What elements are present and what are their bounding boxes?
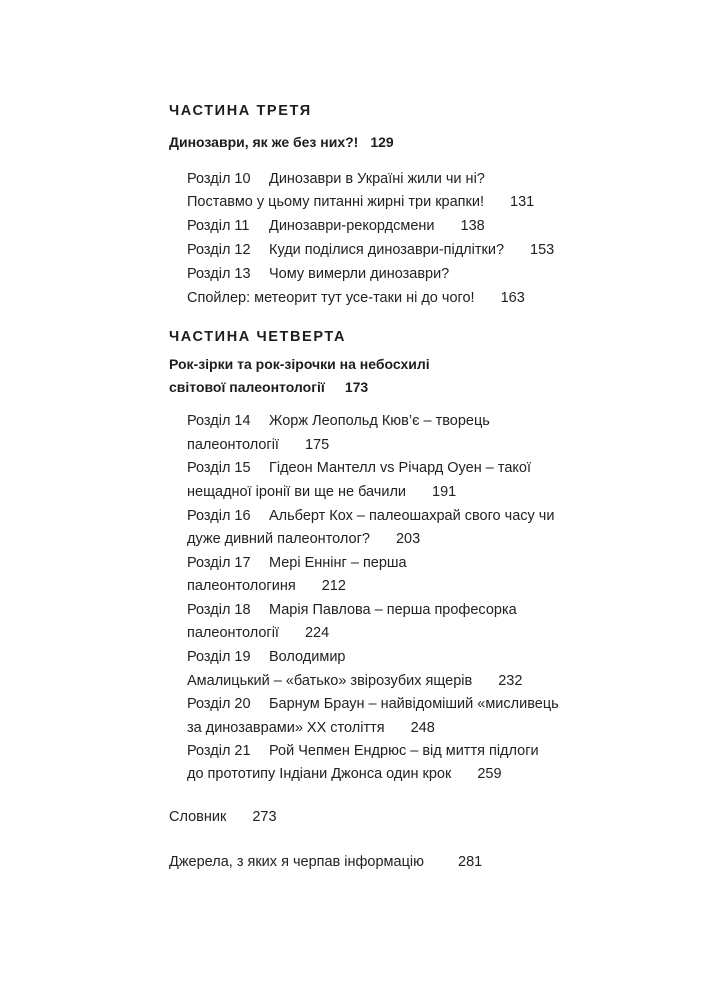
part4-title-line2: світової палеонтології <box>169 379 325 395</box>
chapter-title: Барнум Браун – найвідоміший «мисливець <box>269 696 559 712</box>
glossary-label: Словник <box>169 809 227 825</box>
chapter-page: 203 <box>395 531 421 547</box>
chapter-title: за динозаврами» XX століття <box>187 720 385 736</box>
toc-entry-ch10-line2 <box>187 194 534 210</box>
chapter-title: дуже дивний палеонтолог? <box>187 531 370 547</box>
chapter-title: Куди поділися динозаври-підлітки? <box>269 242 505 258</box>
toc-entry-ch17-line1 <box>187 555 407 571</box>
chapter-title: Марія Павлова – перша професорка <box>269 602 517 618</box>
chapter-label: Розділ 16 <box>187 508 251 524</box>
part3-title-row <box>169 134 394 150</box>
toc-entry-ch13-line2 <box>187 290 525 306</box>
chapter-label: Розділ 21 <box>187 743 251 759</box>
chapter-page: 248 <box>410 720 435 736</box>
toc-entry-ch17-line2 <box>187 578 346 594</box>
part4-title-row <box>169 379 368 395</box>
chapter-title: Динозаври в Україні жили чи ні? <box>269 171 485 187</box>
toc-entry-ch14-line2 <box>187 437 329 453</box>
chapter-label: Розділ 18 <box>187 602 251 618</box>
toc-entry-ch16-line1 <box>187 508 554 524</box>
toc-entry-glossary <box>169 809 277 825</box>
chapter-label: Розділ 12 <box>187 242 251 258</box>
toc-entry-ch16-line2 <box>187 531 420 547</box>
sources-label: Джерела, з яких я черпав інформацію <box>169 854 424 870</box>
chapter-title: Динозаври-рекордсмени <box>269 218 435 234</box>
toc-entry-ch20-line1 <box>187 696 559 712</box>
chapter-title: палеонтології <box>187 625 279 641</box>
toc-entry-ch18-line2 <box>187 625 329 641</box>
chapter-title: Гідеон Мантелл vs Річард Оуен – такої <box>269 460 531 476</box>
chapter-label: Розділ 10 <box>187 171 251 187</box>
part3-page: 129 <box>370 134 394 150</box>
part3-title: Динозаври, як же без них?! <box>169 134 359 150</box>
chapter-page: 153 <box>530 242 555 258</box>
chapter-title: Чому вимерли динозаври? <box>269 266 450 282</box>
toc-entry-ch15-line1 <box>187 460 531 476</box>
chapter-title: палеонтології <box>187 437 279 453</box>
toc-entry-ch13-line1 <box>187 266 449 282</box>
chapter-label: Розділ 19 <box>187 649 251 665</box>
chapter-title: палеонтологиня <box>187 578 296 594</box>
toc-entry-ch11 <box>187 218 485 234</box>
glossary-page: 273 <box>252 809 277 825</box>
chapter-page: 131 <box>510 194 535 210</box>
chapter-label: Розділ 17 <box>187 555 251 571</box>
chapter-page: 191 <box>432 484 457 500</box>
chapter-title: нещадної іронії ви ще не бачили <box>187 484 407 500</box>
toc-entry-ch18-line1 <box>187 602 517 618</box>
chapter-title: Мері Еннінг – перша <box>269 555 407 571</box>
chapter-label: Розділ 15 <box>187 460 251 476</box>
toc-entry-ch12 <box>187 242 554 258</box>
toc-entry-ch15-line2 <box>187 484 456 500</box>
chapter-title: до прототипу Індіани Джонса один крок <box>187 766 452 782</box>
chapter-page: 163 <box>500 290 525 306</box>
part4-title-line1: Рок-зірки та рок-зірочки на небосхилі <box>169 356 430 372</box>
toc-entry-sources <box>169 854 482 870</box>
chapter-page: 212 <box>321 578 346 594</box>
chapter-page: 175 <box>304 437 330 453</box>
chapter-page: 232 <box>498 673 523 689</box>
chapter-title: Спойлер: метеорит тут усе-таки ні до чого! <box>187 290 475 306</box>
chapter-title: Альберт Кох – палеошахрай свого часу чи <box>269 508 555 524</box>
part4-heading: ЧАСТИНА ЧЕТВЕРТА <box>169 329 347 345</box>
part4-page: 173 <box>344 379 369 395</box>
chapter-title: Володимир <box>269 649 346 665</box>
chapter-title: Рой Чепмен Ендрюс – від миття підлоги <box>269 743 539 759</box>
chapter-label: Розділ 14 <box>187 413 251 429</box>
chapter-page: 224 <box>304 625 330 641</box>
chapter-title: Жорж Леопольд Кюв’є – творець <box>269 413 490 429</box>
toc-entry-ch21-line2 <box>187 766 502 782</box>
toc-entry-ch10-line1 <box>187 171 485 187</box>
chapter-title: Амалицький – «батько» звірозубих ящерів <box>187 673 473 689</box>
toc-entry-ch21-line1 <box>187 743 539 759</box>
chapter-page: 259 <box>477 766 502 782</box>
toc-entry-ch20-line2 <box>187 720 435 736</box>
chapter-label: Розділ 20 <box>187 696 251 712</box>
chapter-label: Розділ 11 <box>187 218 250 234</box>
sources-page: 281 <box>458 854 483 870</box>
toc-entry-ch14-line1 <box>187 413 490 429</box>
toc-entry-ch19-line1 <box>187 649 345 665</box>
chapter-title: Поставмо у цьому питанні жирні три крапки! <box>187 194 485 210</box>
toc-entry-ch19-line2 <box>187 673 522 689</box>
part3-heading: ЧАСТИНА ТРЕТЯ <box>169 103 312 119</box>
chapter-label: Розділ 13 <box>187 266 251 282</box>
chapter-page: 138 <box>460 218 485 234</box>
